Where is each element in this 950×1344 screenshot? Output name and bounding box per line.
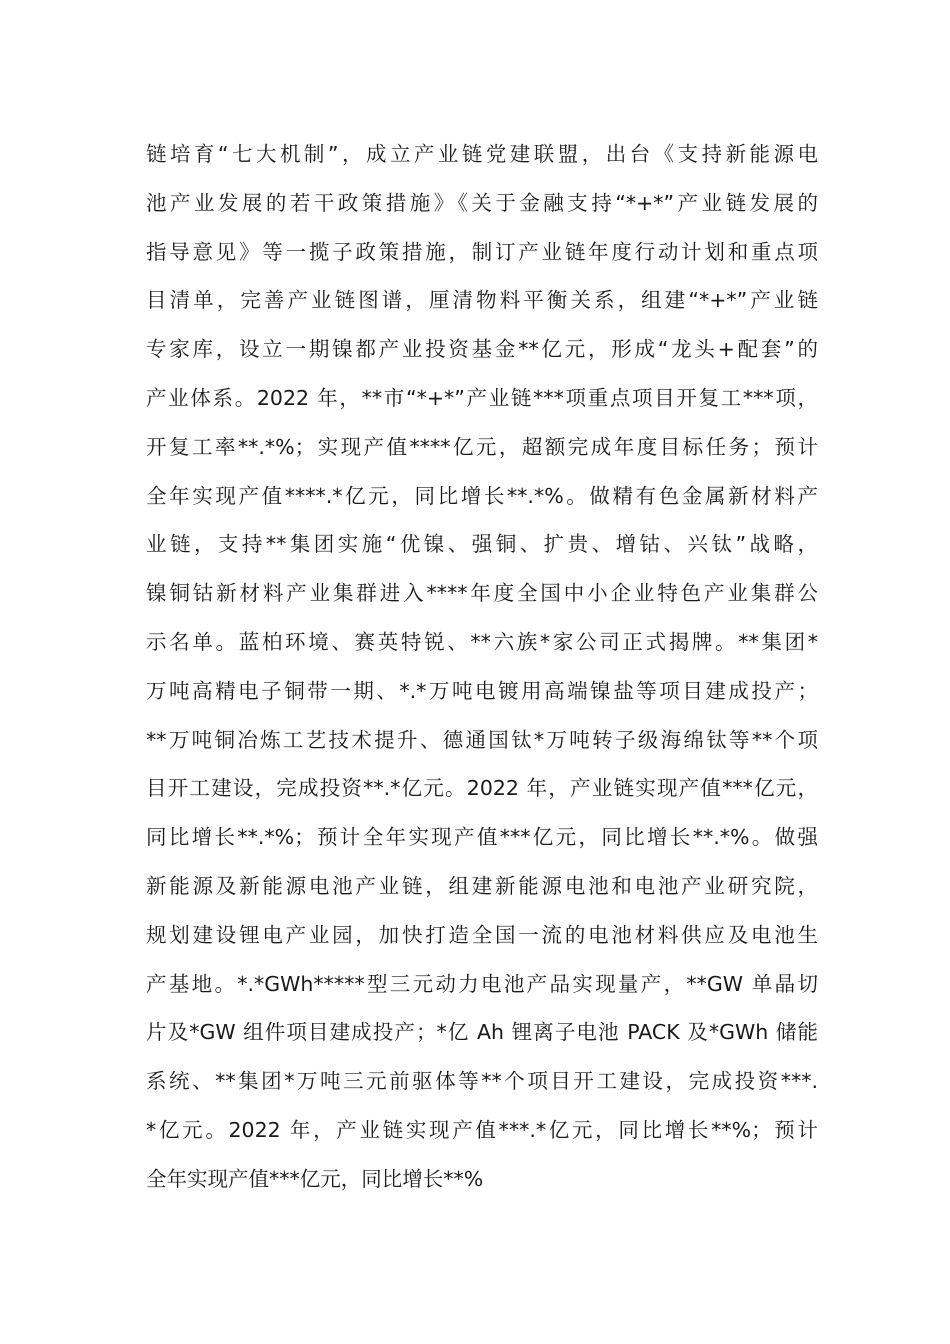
text-line: 开复工率**.*%；实现产值****亿元，超额完成年度目标任务；预计: [146, 434, 818, 459]
text-line: 专家库，设立一期镍都产业投资基金**亿元，形成“龙头+配套”的: [146, 337, 818, 362]
text-line: 示名单。蓝柏环境、赛英特锐、**六族*家公司正式揭牌。**集团*: [146, 629, 818, 654]
text-line: 新能源及新能源电池产业链，组建新能源电池和电池产业研究院，: [146, 873, 818, 898]
text-line: 全年实现产值****.*亿元，同比增长**.*%。做精有色金属新材料产: [146, 483, 818, 508]
text-line: 池产业发展的若干政策措施》《关于金融支持“*+*”产业链发展的: [146, 190, 818, 215]
text-line: 规划建设锂电产业园，加快打造全国一流的电池材料供应及电池生: [146, 922, 818, 947]
text-line: 产业体系。2022 年，**市“*+*”产业链***项重点项目开复工***项，: [146, 385, 818, 410]
text-line: 目开工建设，完成投资**.*亿元。2022 年，产业链实现产值***亿元，: [146, 776, 818, 801]
text-line: 链培育“七大机制”，成立产业链党建联盟，出台《支持新能源电: [146, 142, 818, 166]
text-line: 产基地。*.*GWh*****型三元动力电池产品实现量产，**GW 单晶切: [146, 971, 818, 996]
text-line: 目清单，完善产业链图谱，厘清物料平衡关系，组建“*+*”产业链: [146, 288, 818, 313]
text-line: 镍铜钴新材料产业集群进入****年度全国中小企业特色产业集群公: [146, 581, 818, 606]
text-line: **万吨铜冶炼工艺技术提升、德通国钛*万吨转子级海绵钛等**个项: [146, 727, 818, 752]
text-line: 片及*GW 组件项目建成投产；*亿 Ah 锂离子电池 PACK 及*GWh 储能: [146, 1020, 818, 1045]
text-line: 系统、**集团*万吨三元前驱体等**个项目开工建设，完成投资***.: [146, 1069, 818, 1094]
text-line: 同比增长**.*%；预计全年实现产值***亿元，同比增长**.*%。做强: [146, 825, 818, 850]
text-line: 指导意见》等一揽子政策措施，制订产业链年度行动计划和重点项: [146, 239, 818, 264]
body-paragraph: [146, 130, 818, 1204]
text-line: 全年实现产值***亿元，同比增长**%: [146, 1166, 484, 1191]
text-line: 业链，支持**集团实施“优镍、强铜、扩贵、增钴、兴钛”战略，: [146, 532, 818, 557]
text-line: 万吨高精电子铜带一期、*.*万吨电镀用高端镍盐等项目建成投产；: [146, 678, 818, 703]
text-line: *亿元。2022 年，产业链实现产值***.*亿元，同比增长**%；预计: [146, 1117, 818, 1142]
